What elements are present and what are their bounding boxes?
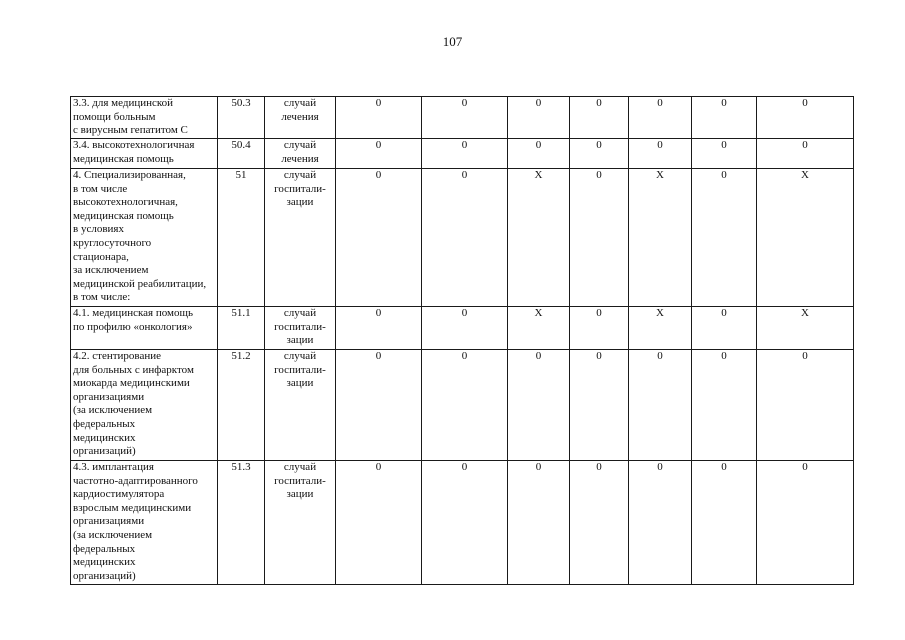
row-name: 4.3. имплантация частотно-адаптированного кардиостимулятора взрослым медицинскими организациями (за исключением федеральных медицинских организаций) — [71, 461, 218, 585]
row-value: 0 — [629, 350, 692, 461]
row-value: 0 — [757, 139, 854, 169]
row-value: 0 — [629, 461, 692, 585]
row-value: 0 — [570, 307, 629, 350]
row-value: 0 — [570, 97, 629, 139]
row-unit: случай лечения — [265, 139, 336, 169]
table-row — [71, 139, 854, 169]
row-name: 4.1. медицинская помощь по профилю «онкология» — [71, 307, 218, 350]
row-name: 4.2. стентирование для больных с инфарктом миокарда медицинскими организациями (за исключением федеральных медицинских организаций) — [71, 350, 218, 461]
statistics-table — [70, 96, 854, 585]
row-value: 0 — [757, 97, 854, 139]
row-code: 51.3 — [218, 461, 265, 585]
row-value: 0 — [422, 350, 508, 461]
row-value: 0 — [570, 350, 629, 461]
row-value: 0 — [336, 461, 422, 585]
row-value: 0 — [336, 97, 422, 139]
row-value: 0 — [757, 350, 854, 461]
row-code: 51.1 — [218, 307, 265, 350]
table-row — [71, 461, 854, 585]
row-unit: случай лечения — [265, 97, 336, 139]
row-name: 3.4. высокотехнологичная медицинская помощь — [71, 139, 218, 169]
table-row — [71, 169, 854, 307]
table-row — [71, 350, 854, 461]
row-code: 50.3 — [218, 97, 265, 139]
row-value: 0 — [692, 461, 757, 585]
row-value: 0 — [422, 169, 508, 307]
row-code: 50.4 — [218, 139, 265, 169]
row-value: 0 — [422, 139, 508, 169]
row-value: X — [629, 307, 692, 350]
row-value: 0 — [692, 169, 757, 307]
row-unit: случай госпитали- зации — [265, 307, 336, 350]
row-value: 0 — [508, 139, 570, 169]
row-value: 0 — [336, 139, 422, 169]
row-value: 0 — [570, 139, 629, 169]
row-value: 0 — [692, 307, 757, 350]
row-value: 0 — [336, 350, 422, 461]
row-value: 0 — [692, 139, 757, 169]
row-value: X — [629, 169, 692, 307]
row-value: X — [508, 307, 570, 350]
row-value: X — [508, 169, 570, 307]
row-value: 0 — [692, 97, 757, 139]
row-value: 0 — [422, 97, 508, 139]
row-value: 0 — [336, 307, 422, 350]
row-value: 0 — [570, 461, 629, 585]
row-unit: случай госпитали- зации — [265, 461, 336, 585]
row-value: 0 — [422, 461, 508, 585]
row-code: 51.2 — [218, 350, 265, 461]
page-number: 107 — [442, 34, 463, 49]
row-value: 0 — [692, 350, 757, 461]
row-value: 0 — [508, 97, 570, 139]
row-value: 0 — [508, 461, 570, 585]
row-unit: случай госпитали- зации — [265, 169, 336, 307]
row-value: 0 — [629, 97, 692, 139]
row-value: X — [757, 169, 854, 307]
row-code: 51 — [218, 169, 265, 307]
row-value: 0 — [336, 169, 422, 307]
row-name: 3.3. для медицинской помощи больным с вирусным гепатитом С — [71, 97, 218, 139]
row-value: 0 — [422, 307, 508, 350]
row-name: 4. Специализированная, в том числе высокотехнологичная, медицинская помощь в условиях круглосуточного стационара, за исключением медицинской реабилитации, в том числе: — [71, 169, 218, 307]
row-value: 0 — [757, 461, 854, 585]
row-value: 0 — [629, 139, 692, 169]
table-row — [71, 97, 854, 139]
table-row — [71, 307, 854, 350]
row-value: 0 — [570, 169, 629, 307]
row-unit: случай госпитали- зации — [265, 350, 336, 461]
row-value: X — [757, 307, 854, 350]
row-value: 0 — [508, 350, 570, 461]
